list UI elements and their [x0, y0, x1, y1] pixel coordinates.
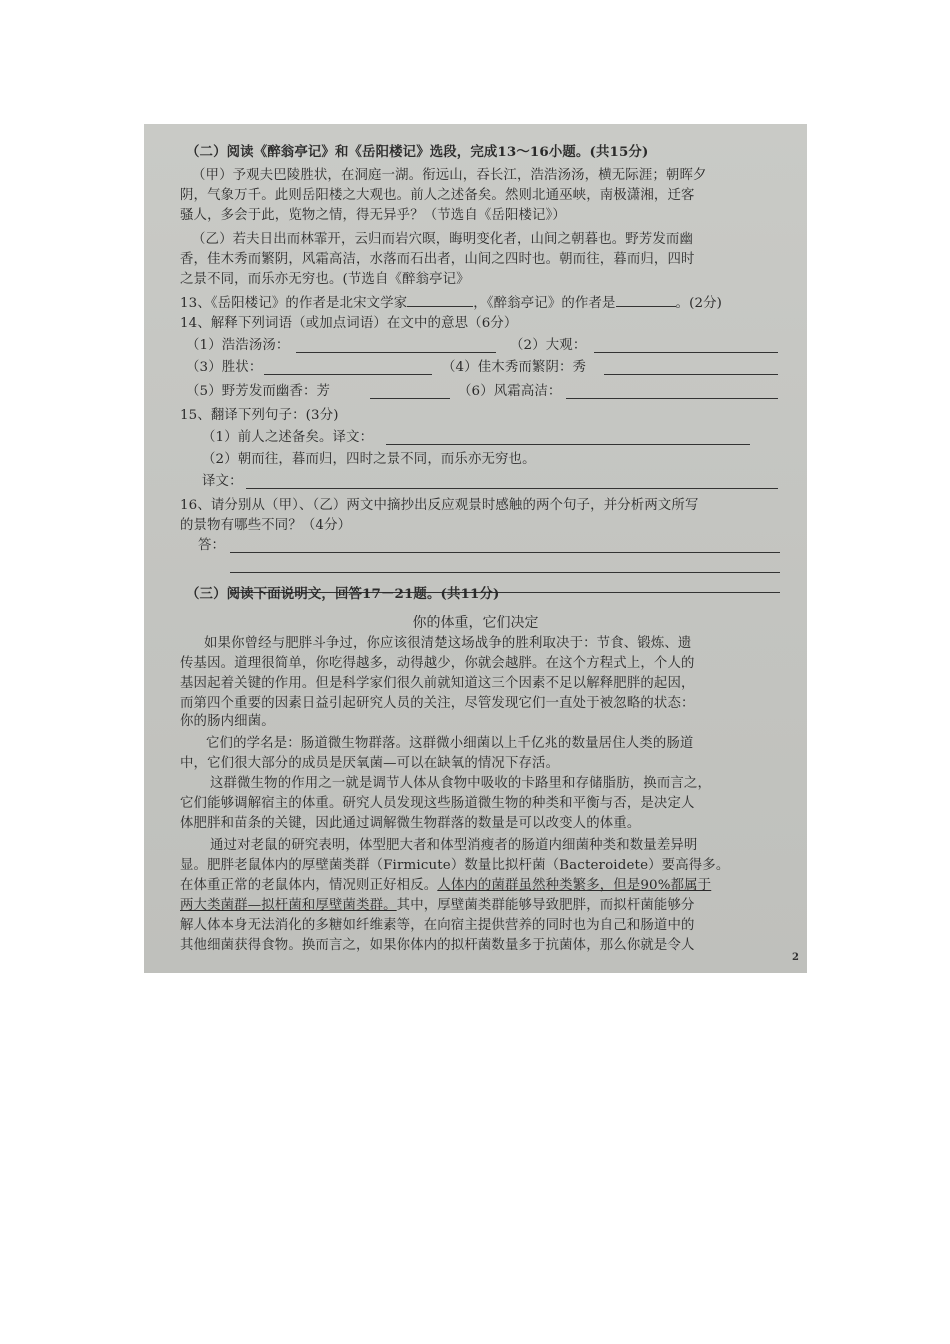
q15-item-2-label: 译文：: [202, 474, 243, 489]
page-number: 2: [792, 952, 799, 963]
p4-line3-underlined: 人体内的菌群虽然种类繁多，但是90%都属于: [437, 878, 712, 893]
p3-line1: 这群微生物的作用之一就是调节人体从食物中吸收的卡路里和存储脂肪，换而言之，: [210, 776, 712, 791]
p1-line2: 传基因。道理很简单，你吃得越多，动得越少，你就会越胖。在这个方程式上，个人的: [180, 656, 695, 671]
q14-item-3-blank[interactable]: [264, 374, 432, 375]
p1-line3: 基因起着关键的作用。但是科学家们很久前就知道这三个因素不足以解释肥胖的起因，: [180, 676, 695, 691]
p4-line3: [180, 876, 711, 896]
p4-line4-underlined: 两大类菌群—拟杆菌和厚壁菌类群。: [180, 898, 397, 913]
p2-line1: 它们的学名是：肠道微生物群落。这群微小细菌以上千亿兆的数量居住人类的肠道: [206, 736, 694, 751]
q14-item-2: （2）大观：: [510, 338, 587, 353]
scanned-exam-page: [144, 124, 807, 973]
question-16-line1: 16、请分别从（甲）、（乙）两文中摘抄出反应观景时感触的两个句子，并分析两文所写: [180, 498, 699, 513]
passage-yi-line2: 香，佳木秀而繁阴，风霜高洁，水落而石出者，山间之四时也。朝而往，暮而归，四时: [180, 252, 695, 267]
q14-item-3: （3）胜状：: [186, 360, 263, 375]
q15-item-1: （1）前人之述备矣。译文：: [202, 430, 374, 445]
q14-item-1: （1）浩浩汤汤：: [186, 338, 290, 353]
p4-line4: [180, 896, 695, 916]
article-title: 你的体重，它们决定: [412, 615, 539, 631]
q16-answer-line-2[interactable]: [230, 572, 780, 573]
q14-item-5-blank[interactable]: [370, 398, 450, 399]
question-15: 15、翻译下列句子：(3分): [180, 408, 339, 423]
p4-line6: 其他细菌获得食物。换而言之，如果你体内的拟杆菌数量多于抗菌体，那么你就是令人: [180, 938, 695, 953]
q16-answer-label: 答：: [198, 538, 226, 553]
p4-line2: 显。肥胖老鼠体内的厚壁菌类群（Firmicute）数量比拟杆菌（Bacteroidete）要高得多。: [180, 858, 730, 873]
passage-jia-line2: 阴，气象万千。此则岳阳楼之大观也。前人之述备矣。然则北通巫峡，南极潇湘，迁客: [180, 188, 695, 203]
q15-item-2-blank[interactable]: [246, 488, 778, 489]
question-13: [180, 292, 722, 314]
passage-jia-line3: 骚人，多会于此，览物之情，得无异乎？（节选自《岳阳楼记》）: [180, 208, 566, 223]
q13-text-c: 。(2分): [675, 296, 723, 311]
q13-answer-blank-1[interactable]: [407, 292, 473, 307]
passage-jia-line1: （甲）予观夫巴陵胜状，在洞庭一湖。衔远山，吞长江，浩浩汤汤，横无际涯；朝晖夕: [192, 168, 707, 183]
q14-item-6: （6）风霜高洁：: [458, 384, 562, 399]
p4-line1: 通过对老鼠的研究表明，体型肥大者和体型消瘦者的肠道内细菌种类和数量差异明: [210, 838, 698, 853]
q13-answer-blank-2[interactable]: [616, 292, 676, 307]
p3-line2: 它们能够调解宿主的体重。研究人员发现这些肠道微生物的种类和平衡与否，是决定人: [180, 796, 695, 811]
q14-item-1-blank[interactable]: [296, 352, 496, 353]
q15-item-2: （2）朝而往，暮而归，四时之景不同，而乐亦无穷也。: [202, 452, 536, 467]
passage-yi-line1: （乙）若夫日出而林霏开，云归而岩穴暝，晦明变化者，山间之朝暮也。野芳发而幽: [192, 232, 694, 247]
p1-line1: 如果你曾经与肥胖斗争过，你应该很清楚这场战争的胜利取决于：节食、锻炼、遗: [204, 636, 692, 651]
question-14: 14、解释下列词语（或加点词语）在文中的意思（6分）: [180, 316, 518, 331]
p4-line4-b: 其中，厚壁菌类群能够导致肥胖，而拟杆菌能够分: [396, 898, 695, 913]
p1-line5: 你的肠内细菌。: [180, 714, 275, 729]
p4-line5: 解人体本身无法消化的多糖如纤维素等，在向宿主提供营养的同时也为自己和肠道中的: [180, 918, 695, 933]
q13-text-a: 13、《岳阳楼记》的作者是北宋文学家: [180, 296, 408, 311]
q14-item-6-blank[interactable]: [566, 398, 778, 399]
q15-item-1-blank[interactable]: [386, 444, 750, 445]
p2-line2: 中，它们很大部分的成员是厌氧菌—可以在缺氧的情况下存活。: [180, 756, 560, 771]
q14-item-5: （5）野芳发而幽香：芳: [186, 384, 331, 399]
question-16-line2: 的景物有哪些不同？（4分）: [180, 518, 352, 533]
p1-line4: 而第四个重要的因素日益引起研究人员的关注，尽管发现它们一直处于被忽略的状态：: [180, 696, 695, 711]
section2-header: （二）阅读《醉翁亭记》和《岳阳楼记》选段，完成13～16小题。(共15分): [186, 144, 649, 160]
p4-line3-a: 在体重正常的老鼠体内，情况则正好相反。: [180, 878, 438, 893]
q14-item-4-blank[interactable]: [604, 374, 778, 375]
passage-yi-line3: 之景不同，而乐亦无穷也。(节选自《醉翁亭记》: [180, 272, 470, 287]
section3-header: （三）阅读下面说明文，回答17－21题。(共11分): [186, 586, 500, 602]
q14-item-4: （4）佳木秀而繁阴：秀: [442, 360, 587, 375]
q14-item-2-blank[interactable]: [594, 352, 778, 353]
p3-line3: 体肥胖和苗条的关键，因此通过调解微生物群落的数量是可以改变人的体重。: [180, 816, 641, 831]
q13-text-b: ，《醉翁亭记》的作者是: [473, 296, 616, 311]
q16-answer-line-1[interactable]: [230, 552, 780, 553]
